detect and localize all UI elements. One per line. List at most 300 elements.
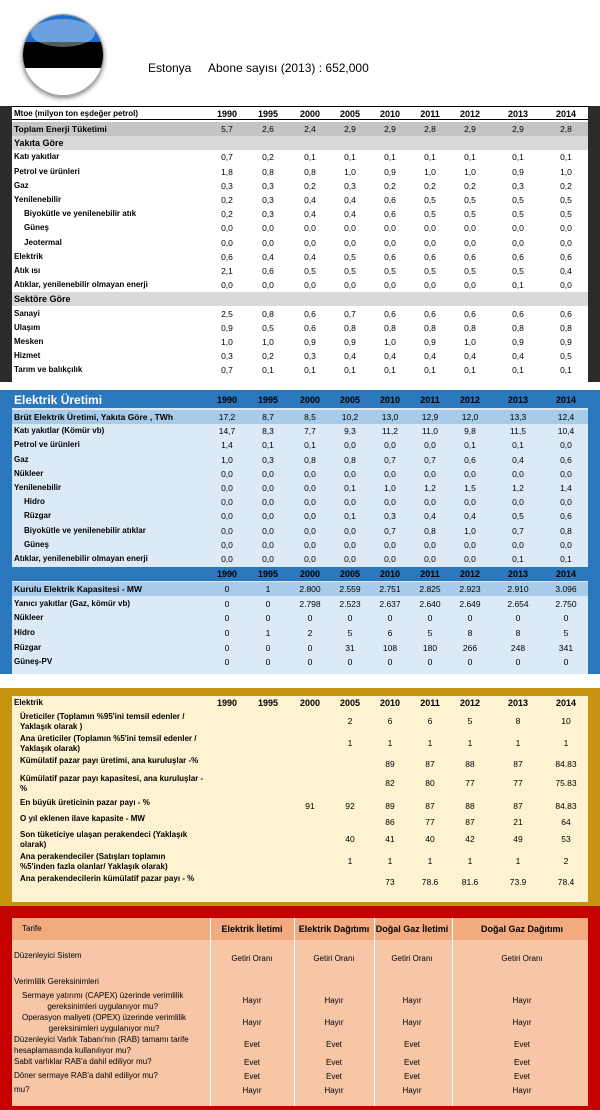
tariff-cell: Evet — [243, 1040, 260, 1049]
table-cell: 0,0 — [560, 237, 572, 248]
market-row-label — [20, 874, 194, 884]
market-cell: 91 — [305, 801, 315, 811]
table-cell: 0,8 — [304, 454, 316, 465]
tariff-row-label — [14, 1070, 158, 1081]
market-cell: 6 — [387, 716, 393, 726]
table-row — [12, 292, 588, 306]
table-cell: 0 — [467, 613, 473, 624]
table-cell: 0,5 — [344, 266, 356, 276]
table-cell: 0,8 — [464, 322, 476, 333]
table-cell: 0,0 — [512, 223, 524, 234]
table-cell: 0,4 — [344, 209, 356, 220]
table-row — [12, 597, 588, 611]
table-cell: 12,0 — [461, 412, 479, 422]
tariff-cell: Hayır — [324, 996, 344, 1005]
year-header: 1995 — [257, 698, 279, 708]
table-cell: 0,2 — [384, 180, 396, 191]
table-cell: 2,5 — [221, 308, 233, 319]
table-cell: 2,6 — [262, 124, 274, 134]
market-cell: 41 — [385, 834, 395, 844]
table-cell: 0,6 — [560, 454, 572, 465]
table-cell: 0 — [307, 657, 313, 668]
tariff-row — [12, 1070, 588, 1084]
market-cell: 88 — [465, 801, 475, 811]
label-line: Yaklaşık olarak) — [20, 744, 81, 753]
row-label: Yenilenebilir — [14, 195, 62, 204]
table-cell: 0,9 — [344, 337, 356, 347]
table-cell: 12,9 — [421, 412, 439, 422]
year-header: 2014 — [555, 395, 577, 405]
label-line: Son tüketiciye ulaşan perakendeci (Yaklaşık — [20, 830, 188, 839]
table-cell: 0,0 — [512, 497, 524, 508]
table-cell: 2.825 — [419, 584, 441, 595]
year-header: 2005 — [339, 698, 361, 708]
subscriber-count: Abone sayısı (2013) : 652,000 — [208, 61, 369, 75]
tariff-cell: Evet — [243, 1058, 260, 1067]
table-cell: 0,0 — [221, 280, 233, 291]
table-row — [12, 538, 588, 552]
tariff-cell: Evet — [513, 1058, 530, 1067]
table-cell: 0,0 — [424, 223, 436, 234]
table-row — [12, 179, 588, 193]
label-line: Döner sermaye RAB'a dahil ediliyor mu? — [14, 1071, 158, 1080]
table-cell: 0,1 — [560, 152, 572, 163]
table-cell: 13,3 — [509, 412, 527, 422]
table-cell: 0,9 — [221, 322, 233, 333]
year-header: 2010 — [379, 698, 401, 708]
table-cell: 0 — [467, 657, 473, 668]
market-row-label — [20, 774, 203, 794]
market-cell: 89 — [385, 801, 395, 811]
market-row — [12, 830, 588, 852]
table-cell: 0,8 — [424, 322, 436, 333]
table-cell: 0 — [265, 642, 271, 653]
table-row — [12, 264, 588, 278]
table-cell: 0,0 — [464, 280, 476, 291]
year-header: 2011 — [420, 395, 440, 405]
table-row — [12, 509, 588, 523]
table-cell: 2.559 — [339, 584, 361, 595]
table-row — [12, 122, 588, 136]
market-cell: 1 — [467, 856, 473, 866]
table-cell: 0,5 — [464, 195, 476, 205]
table-row — [12, 207, 588, 221]
table-cell: 0,7 — [221, 152, 233, 163]
table-cell: 0,1 — [560, 554, 572, 564]
table-cell: 0,6 — [384, 209, 396, 220]
tariff-cell: Evet — [403, 1072, 420, 1081]
table-cell: 1,5 — [464, 483, 476, 493]
table-cell: 2 — [307, 628, 313, 638]
table-cell: 1,0 — [424, 166, 436, 177]
table-cell: 0,2 — [221, 209, 233, 220]
table-cell: 0,6 — [512, 308, 524, 319]
market-table — [12, 696, 588, 902]
table-row — [12, 307, 588, 321]
page-header — [0, 0, 600, 105]
row-label: Rüzgar — [14, 642, 42, 652]
table-cell: 10,2 — [341, 412, 359, 422]
tariff-row — [12, 976, 588, 990]
table-cell: 0,2 — [304, 180, 316, 191]
table-cell: 0,4 — [384, 351, 396, 362]
year-header: 2012 — [459, 109, 481, 119]
table-cell: 1 — [265, 628, 271, 638]
row-label: Ulaşım — [14, 322, 41, 332]
market-cell: 5 — [467, 716, 473, 726]
tariff-cell: Hayır — [402, 996, 422, 1005]
table-cell: 0,0 — [221, 483, 233, 493]
table-cell: 0,5 — [424, 209, 436, 220]
table-cell: 8 — [467, 628, 473, 638]
table-cell: 10,4 — [557, 426, 575, 437]
tariff-row — [12, 1034, 588, 1056]
market-cell: 8 — [515, 716, 521, 726]
row-label: Toplam Enerji Tüketimi — [14, 124, 107, 134]
market-cell: 2 — [563, 856, 569, 866]
tariff-row — [12, 1012, 588, 1034]
market-cell: 80 — [425, 778, 435, 788]
table-cell: 0,0 — [424, 280, 436, 291]
table-cell: 0 — [387, 657, 393, 668]
table-cell: 0,0 — [384, 237, 396, 248]
row-label: Rüzgar — [24, 511, 52, 521]
table-row — [12, 321, 588, 335]
table-cell: 0,3 — [262, 195, 274, 205]
table-cell: 0,5 — [512, 511, 524, 522]
market-cell: 92 — [345, 801, 355, 811]
market-row — [12, 814, 588, 830]
table-row — [12, 165, 588, 179]
market-cell: 1 — [467, 738, 473, 748]
year-header: 2014 — [555, 698, 577, 708]
tariff-cell: Hayır — [512, 1086, 532, 1095]
table-cell: 0 — [265, 598, 271, 609]
table-cell: 2.800 — [299, 584, 321, 595]
table-cell: 0,6 — [262, 266, 274, 276]
market-cell: 87 — [425, 759, 435, 769]
market-cell: 77 — [513, 778, 523, 788]
table-cell: 0,0 — [464, 223, 476, 234]
table-cell: 0,8 — [560, 322, 572, 333]
tariff-column-header: Doğal Gaz İletimi — [375, 924, 449, 934]
table-cell: 1,2 — [424, 483, 436, 493]
table-cell: 0 — [347, 657, 353, 668]
tariff-table — [12, 918, 588, 1106]
year-header: 2011 — [420, 569, 440, 580]
table-cell: 0,7 — [384, 454, 396, 465]
table-row — [12, 424, 588, 438]
table-cell: 0,0 — [304, 539, 316, 550]
tariff-cell: Evet — [325, 1040, 342, 1049]
market-row-label — [20, 798, 150, 808]
market-header-row — [12, 696, 588, 710]
table-cell: 0,0 — [560, 280, 572, 291]
table-cell: 5 — [563, 628, 569, 638]
market-cell: 53 — [561, 834, 571, 844]
market-cell: 89 — [385, 759, 395, 769]
market-row-label — [20, 734, 196, 754]
table-cell: 0,6 — [424, 308, 436, 319]
table-cell: 0,0 — [560, 440, 572, 451]
table-cell: 2.798 — [299, 598, 321, 609]
capacity-year-row — [12, 567, 588, 581]
row-label: Sanayi — [14, 308, 40, 318]
table-cell: 0,1 — [512, 280, 524, 291]
table-cell: 0,3 — [344, 180, 356, 191]
market-cell: 84.83 — [555, 801, 577, 811]
year-header: 1995 — [257, 395, 279, 405]
label-line: hesaplamasında kullanılıyor mu? — [14, 1046, 131, 1055]
table-cell: 0 — [515, 657, 521, 668]
row-label: Hidro — [24, 497, 45, 507]
table-cell: 2.640 — [419, 598, 441, 609]
label-line: %5'inden fazla olanlar/ Yaklaşık olarak) — [20, 862, 168, 871]
electricity-production-section — [0, 390, 600, 674]
market-cell: 10 — [561, 716, 571, 726]
market-row-label — [20, 852, 168, 872]
table-cell: 2.523 — [339, 598, 361, 609]
table-cell: 1,0 — [464, 166, 476, 177]
table-cell: 0,0 — [221, 511, 233, 522]
table-cell: 0,7 — [344, 308, 356, 319]
tariff-row-label — [14, 1056, 152, 1067]
table-cell: 0,5 — [384, 266, 396, 276]
tariff-cell: Hayır — [512, 996, 532, 1005]
table-cell: 0,3 — [262, 209, 274, 220]
market-cell: 73 — [385, 877, 395, 887]
table-cell: 2.923 — [459, 584, 481, 595]
tariff-cell: Evet — [513, 1040, 530, 1049]
tariff-title: Tarife — [22, 924, 42, 933]
table-cell: 0,1 — [512, 152, 524, 163]
header-label: Mtoe (milyon ton eşdeğer petrol) — [14, 109, 139, 118]
table-cell: 0 — [265, 613, 271, 624]
row-label: Jeotermal — [24, 237, 62, 247]
table-cell: 0,0 — [221, 223, 233, 234]
table-cell: 12,4 — [557, 412, 575, 422]
year-header: 1995 — [257, 109, 279, 119]
row-label: Atıklar, yenilenebilir olmayan enerji — [14, 554, 148, 563]
table-cell: 0 — [307, 613, 313, 624]
year-header: 2014 — [555, 109, 577, 119]
table-cell: 0,0 — [424, 440, 436, 451]
table-cell: 0,1 — [304, 365, 316, 376]
table-cell: 0,0 — [384, 554, 396, 564]
table-cell: 0,8 — [304, 166, 316, 177]
table-cell: 0,0 — [344, 468, 356, 479]
year-header: 2000 — [299, 109, 321, 119]
table-cell: 0,2 — [464, 180, 476, 191]
table-cell: 2.654 — [507, 598, 529, 609]
tariff-row — [12, 1084, 588, 1098]
table-cell: 0,5 — [424, 266, 436, 276]
table-row — [12, 410, 588, 424]
row-label: Atık ısı — [14, 266, 41, 275]
table-row — [12, 481, 588, 495]
row-label: Mesken — [14, 337, 44, 346]
table-cell: 0,5 — [262, 322, 274, 333]
year-header: 2005 — [339, 395, 361, 405]
table-cell: 0,4 — [512, 454, 524, 465]
row-label: Hidro — [14, 628, 35, 637]
table-cell: 0,0 — [304, 511, 316, 522]
market-cell: 1 — [515, 856, 521, 866]
tariff-cell: Evet — [243, 1072, 260, 1081]
table-cell: 0,8 — [344, 454, 356, 465]
table-cell: 0,4 — [560, 266, 572, 276]
row-label: Elektrik — [14, 251, 43, 261]
market-cell: 64 — [561, 817, 571, 827]
market-cell: 1 — [563, 738, 569, 748]
table-row — [12, 453, 588, 467]
table-cell: 1,0 — [221, 337, 233, 347]
market-cell: 42 — [465, 834, 475, 844]
table-cell: 0,0 — [384, 440, 396, 451]
row-label: Petrol ve ürünleri — [14, 440, 80, 450]
tariff-cell: Getiri Oranı — [391, 954, 433, 963]
table-cell: 1,4 — [560, 483, 572, 493]
market-cell: 87 — [465, 817, 475, 827]
market-row — [12, 798, 588, 814]
energy-consumption-section — [0, 106, 600, 382]
tariff-cell: Hayır — [402, 1086, 422, 1095]
table-cell: 2.649 — [459, 598, 481, 609]
table-cell: 0,6 — [464, 454, 476, 465]
table-cell: 0,1 — [512, 554, 524, 564]
market-row — [12, 734, 588, 756]
table-cell: 0,0 — [384, 497, 396, 508]
market-cell: 40 — [345, 834, 355, 844]
tariff-column-header: Elektrik İletimi — [221, 924, 283, 934]
table-cell: 0,0 — [384, 539, 396, 550]
table-cell: 0,0 — [304, 525, 316, 536]
table-cell: 0,3 — [304, 351, 316, 362]
table-cell: 7,7 — [304, 426, 316, 437]
label-line: Sermaye yatırımı (CAPEX) üzerinde verimlilik — [22, 991, 184, 1000]
table-cell: 0,5 — [560, 195, 572, 205]
table-cell: 0,0 — [262, 554, 274, 564]
table-cell: 5 — [427, 628, 433, 638]
table-cell: 0 — [224, 598, 230, 609]
table-row — [12, 582, 588, 596]
label-line: Verimlilik Gereksinimleri — [14, 977, 99, 986]
table-cell: 0,5 — [512, 209, 524, 220]
electricity-title-row — [12, 390, 588, 408]
row-label: Yanıcı yakıtlar (Gaz, kömür vb) — [14, 598, 131, 608]
label-line: Kümülatif pazar payı kapasitesi, ana kuruluşlar - — [20, 774, 204, 783]
market-cell: 21 — [513, 817, 523, 827]
table-cell: 0,0 — [384, 223, 396, 234]
table-cell: 0,0 — [262, 497, 274, 508]
table-cell: 0 — [224, 584, 230, 595]
table-cell: 0,0 — [262, 237, 274, 248]
tariff-column-header: Doğal Gaz Dağıtımı — [480, 924, 563, 934]
row-label: Yakıta Göre — [14, 138, 64, 149]
table-cell: 0,0 — [424, 539, 436, 550]
table-cell: 180 — [422, 642, 438, 653]
table-cell: 0,4 — [424, 351, 436, 362]
table-cell: 0 — [224, 657, 230, 668]
table-cell: 8,5 — [304, 412, 316, 422]
table-cell: 0,9 — [512, 337, 524, 347]
year-header: 2012 — [459, 569, 481, 580]
market-cell: 40 — [425, 834, 435, 844]
market-cell: 1 — [387, 738, 393, 748]
tariff-cell: Getiri Oranı — [231, 954, 273, 963]
table-cell: 0,0 — [384, 280, 396, 291]
table-cell: 31 — [345, 642, 355, 653]
table-cell: 0,6 — [384, 308, 396, 319]
market-cell: 49 — [513, 834, 523, 844]
row-label: Tarım ve balıkçılık — [14, 365, 83, 375]
table-cell: 0,6 — [464, 308, 476, 319]
label-line: gereksinimleri uygulanıyor mu? — [48, 1024, 160, 1033]
market-cell: 1 — [515, 738, 521, 748]
table-cell: 0,2 — [560, 180, 572, 191]
table-cell: 0,0 — [560, 468, 572, 479]
table-cell: 0,0 — [560, 497, 572, 508]
table-cell: 0,0 — [464, 237, 476, 248]
country-name: Estonya — [148, 61, 192, 75]
table-cell: 0,0 — [464, 554, 476, 564]
table-cell: 0,0 — [221, 525, 233, 536]
table-cell: 0,3 — [512, 180, 524, 191]
table-cell: 0,1 — [512, 365, 524, 376]
table-row — [12, 193, 588, 207]
table-cell: 0,0 — [512, 237, 524, 248]
table-cell: 0,2 — [262, 351, 274, 362]
table-cell: 11,0 — [422, 426, 438, 437]
table-cell: 2,8 — [560, 124, 572, 134]
table-cell: 0,1 — [344, 365, 356, 376]
table-cell: 0,5 — [464, 209, 476, 220]
market-cell: 81.6 — [461, 877, 479, 887]
table-cell: 0 — [427, 657, 433, 668]
tariff-cell: Hayır — [512, 1018, 532, 1027]
row-label: Güneş-PV — [14, 657, 53, 667]
row-label: Katı yakıtlar (Kömür vb) — [14, 426, 105, 436]
table-cell: 0 — [265, 657, 271, 668]
tariff-cell: Hayır — [324, 1086, 344, 1095]
table-cell: 0,6 — [560, 251, 572, 262]
table-cell: 0,6 — [464, 251, 476, 262]
tariff-header-row — [12, 918, 588, 940]
table-cell: 0,0 — [304, 280, 316, 291]
tariff-row-label — [14, 1034, 189, 1056]
table-cell: 0,0 — [262, 483, 274, 493]
table-cell: 0,1 — [424, 365, 436, 376]
table-cell: 0,0 — [344, 525, 356, 536]
table-cell: 0,6 — [560, 308, 572, 319]
table-row — [12, 524, 588, 538]
tariff-row-label — [14, 950, 82, 961]
market-row-label — [20, 756, 198, 766]
table-cell: 0,0 — [464, 497, 476, 508]
table-cell: 0,3 — [221, 351, 233, 362]
table-cell: 0,0 — [384, 468, 396, 479]
row-label: Nükleer — [14, 468, 44, 478]
table-cell: 0,6 — [384, 251, 396, 262]
year-header: 2013 — [507, 395, 529, 405]
table-cell: 0,5 — [512, 266, 524, 276]
table-cell: 13,0 — [381, 412, 399, 422]
table-cell: 0,0 — [304, 468, 316, 479]
table-cell: 0 — [307, 642, 313, 653]
tariff-row — [12, 950, 588, 968]
table-cell: 0,0 — [344, 440, 356, 451]
table-cell: 8,7 — [262, 412, 274, 422]
